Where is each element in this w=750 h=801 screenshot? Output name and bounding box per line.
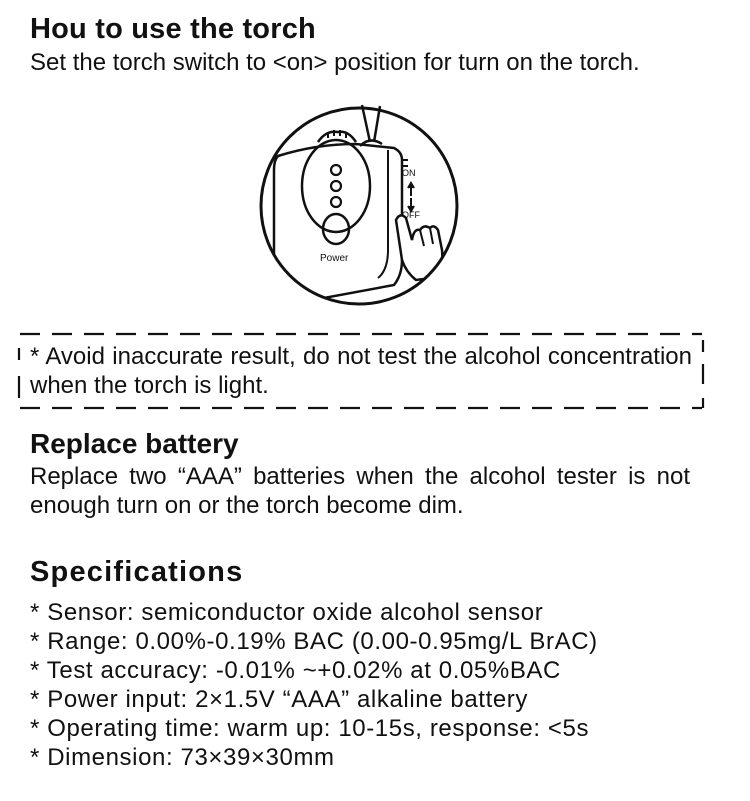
specifications-title: Specifications bbox=[30, 556, 244, 588]
finger-icon bbox=[396, 215, 442, 280]
off-label: OFF bbox=[402, 210, 420, 220]
torch-section-title: Hou to use the torch bbox=[30, 13, 316, 45]
spec-power-input: * Power input: 2×1.5V “AAA” alkaline battery bbox=[30, 686, 528, 713]
warning-text: * Avoid inaccurate result, do not test the alcohol concentration when the torch is light. bbox=[30, 343, 692, 399]
on-label: ON bbox=[402, 168, 416, 178]
battery-instruction-text: Replace two “AAA” batteries when the alcohol tester is not enough turn on or the torch become dim. bbox=[30, 463, 690, 519]
led-3 bbox=[331, 197, 341, 207]
device-drawing bbox=[256, 100, 466, 310]
power-label: Power bbox=[320, 253, 349, 264]
spec-accuracy: * Test accuracy: -0.01% ~+0.02% at 0.05%BAC bbox=[30, 657, 561, 684]
antenna-line-left bbox=[362, 105, 370, 142]
spec-operating-time: * Operating time: warm up: 10-15s, response: <5s bbox=[30, 715, 590, 742]
device-body bbox=[274, 144, 402, 305]
battery-section-title: Replace battery bbox=[30, 428, 239, 459]
torch-instruction-text: Set the torch switch to <on> position for turn on the torch. bbox=[30, 49, 640, 76]
spec-range: * Range: 0.00%-0.19% BAC (0.00-0.95mg/L BrAC) bbox=[30, 628, 598, 655]
face-panel bbox=[302, 140, 370, 232]
spec-dimension: * Dimension: 73×39×30mm bbox=[30, 744, 335, 771]
arrow-up-icon bbox=[408, 183, 414, 196]
led-2 bbox=[331, 181, 341, 191]
power-button bbox=[323, 214, 349, 244]
spec-sensor: * Sensor: semiconductor oxide alcohol sensor bbox=[30, 599, 544, 626]
warning-notice-box bbox=[16, 330, 706, 412]
specifications-list bbox=[30, 598, 598, 772]
torch-switch-illustration bbox=[256, 100, 466, 310]
magnifier-circle bbox=[261, 108, 457, 304]
led-1 bbox=[331, 165, 341, 175]
